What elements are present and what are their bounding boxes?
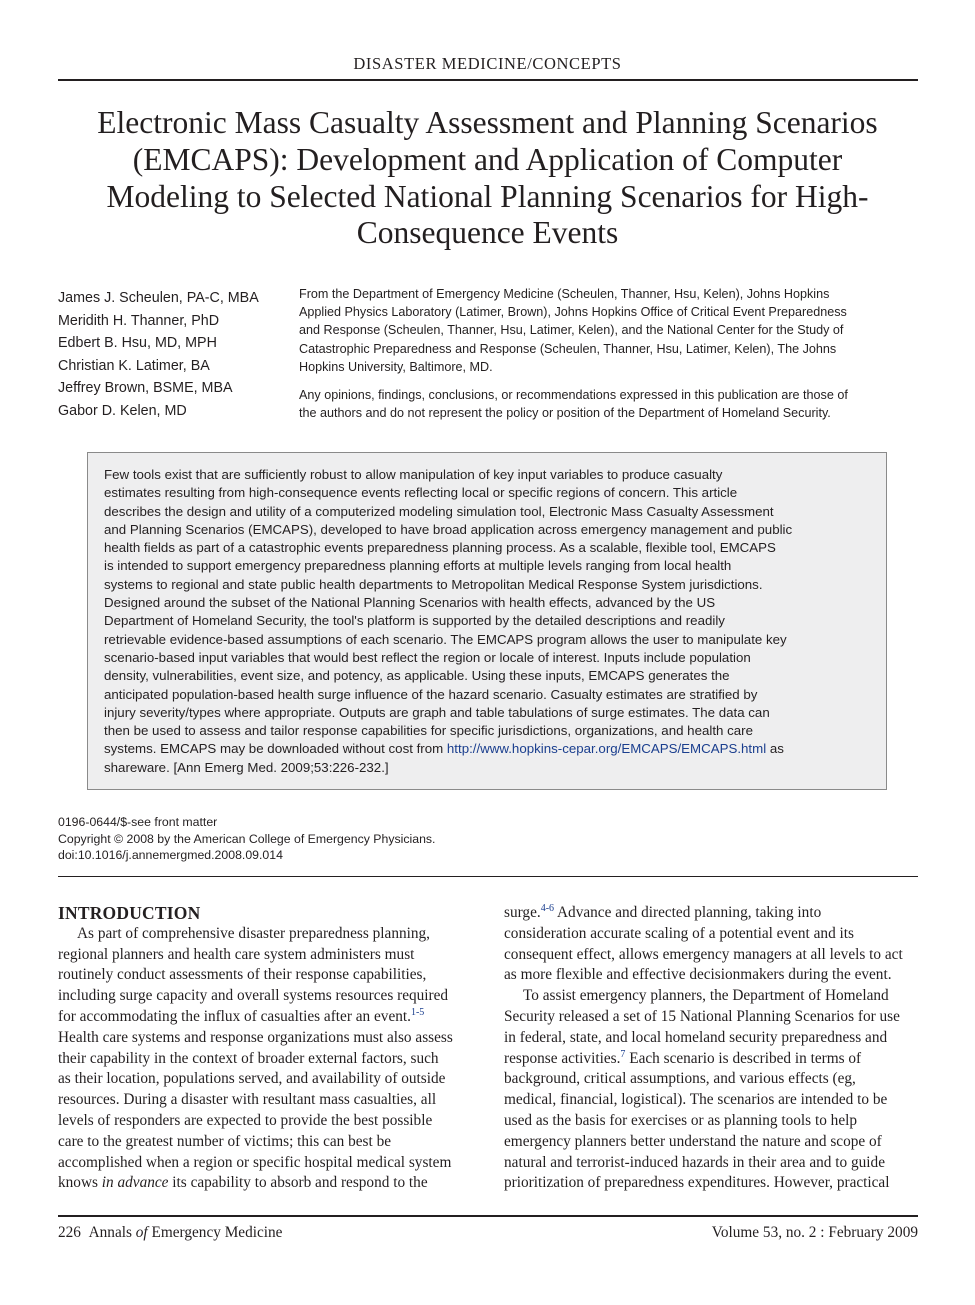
abstract-line: systems to regional and state public health departments to Metropolitan Medical Response System jurisdictions.	[104, 576, 763, 592]
copyright-line: Copyright © 2008 by the American College of Emergency Physicians.	[58, 831, 436, 846]
abstract-line: anticipated population-based health surge influence of the hazard scenario. Casualty estimates are stratified by	[104, 686, 758, 702]
body-line: medical, financial, logistical). The scenarios are intended to be	[504, 1091, 888, 1109]
disclaimer-line: Any opinions, findings, conclusions, or recommendations expressed in this publication are those of	[299, 388, 848, 403]
author: Christian K. Latimer, BA	[58, 357, 210, 374]
author-list	[58, 287, 259, 423]
top-divider	[58, 79, 918, 81]
right-column	[504, 903, 916, 1194]
body-line: emergency planners better understand the nature and scope of	[504, 1132, 882, 1150]
emphasis-text: in advance	[101, 1174, 169, 1192]
body-text: knows	[58, 1174, 102, 1192]
body-line	[58, 1173, 470, 1194]
abstract-line: injury severity/types where appropriate. Outputs are graph and table tabulations of surge estimates. The data can	[104, 704, 770, 720]
reference-link[interactable]: 4-6	[540, 903, 555, 914]
title-line: Modeling to Selected National Planning Scenarios for High-	[106, 178, 869, 214]
author: Meridith H. Thanner, PhD	[58, 312, 220, 329]
author: Jeffrey Brown, BSME, MBA	[58, 380, 233, 397]
abstract-line	[104, 740, 870, 758]
body-line: including surge capacity and overall systems resources required	[58, 987, 449, 1005]
abstract-line: Department of Homeland Security, the tool's platform is supported by the detailed descriptions and readily	[104, 613, 725, 629]
abstract-line: and Planning Scenarios (EMCAPS), developed to have broad application across emergency management and public	[104, 521, 793, 537]
abstract-line: describes the design and utility of a computerized modeling simulation tool, Electronic Mass Casualty Assessment	[104, 503, 774, 519]
body-text: surge.	[504, 904, 541, 921]
author: Gabor D. Kelen, MD	[58, 402, 187, 419]
body-line: routinely conduct assessments of their response capabilities,	[58, 966, 427, 984]
affiliation-line: Applied Physics Laboratory (Latimer, Brown), Johns Hopkins Office of Critical Event Preparedness	[299, 305, 847, 320]
journal-name-of: of	[135, 1224, 148, 1241]
title-line: (EMCAPS): Development and Application of Computer	[132, 141, 843, 177]
left-column	[58, 903, 470, 1194]
journal-name-prefix: Annals	[88, 1224, 136, 1241]
body-line: Security released a set of 15 National Planning Scenarios for use	[504, 1007, 900, 1025]
affiliation-line: and Response (Scheulen, Thanner, Hsu, Latimer, Kelen), and the National Center for the Study of	[299, 323, 844, 338]
copyright-block	[58, 814, 435, 864]
affiliation-line: From the Department of Emergency Medicine (Scheulen, Thanner, Hsu, Kelen), Johns Hopkins	[299, 287, 830, 301]
abstract-line: retrievable evidence-based assumptions of each scenario. The EMCAPS program allows the user to manipulate key	[104, 631, 787, 647]
body-line: Health care systems and response organizations must also assess	[58, 1028, 453, 1046]
disclaimer-line: the authors and do not represent the policy or position of the Department of Homeland Security.	[299, 406, 831, 421]
doi-line: doi:10.1016/j.annemergmed.2008.09.014	[58, 848, 283, 863]
body-line: resources. During a disaster with resultant mass casualties, all	[58, 1091, 437, 1109]
abstract-line: Few tools exist that are sufficiently robust to allow manipulation of key input variables to produce casualty	[104, 467, 723, 482]
abstract-line: Designed around the subset of the National Planning Scenarios with health effects, advanced by the US	[104, 595, 716, 611]
body-line: background, critical assumptions, and various effects (eg,	[504, 1070, 856, 1088]
body-line: their capability in the context of broader external factors, such	[58, 1049, 439, 1067]
affiliation-block	[299, 285, 924, 422]
emcaps-download-link[interactable]: http://www.hopkins-cepar.org/EMCAPS/EMCAPS.html	[446, 741, 767, 757]
body-line: care to the greatest number of victims; this can best be	[58, 1132, 392, 1150]
page-number: 226	[58, 1224, 81, 1241]
section-heading: INTRODUCTION	[58, 903, 201, 923]
reference-link[interactable]: 1-5	[410, 1006, 425, 1018]
body-line: To assist emergency planners, the Department of Homeland	[523, 987, 889, 1005]
body-line: levels of responders are expected to provide the best possible	[58, 1111, 433, 1129]
body-line: regional planners and health care system administers must	[58, 945, 415, 963]
body-line: as more flexible and effective decisionmakers during the event.	[504, 966, 892, 984]
body-text: Advance and directed planning, taking into	[554, 904, 822, 921]
body-line: prioritization of preparedness expenditures. However, practical	[504, 1174, 890, 1192]
abstract-line: then be used to assess and tailor response capabilities for specific jurisdictions, organizations, and health care	[104, 723, 753, 739]
body-line: used as the basis for exercises or as planning tools to help	[504, 1111, 858, 1129]
body-line: as their location, populations served, and availability of outside	[58, 1070, 446, 1088]
body-line: accomplished when a region or specific hospital medical system	[58, 1153, 452, 1171]
title-line: Electronic Mass Casualty Assessment and Planning Scenarios	[97, 105, 878, 140]
article-title	[75, 105, 900, 252]
abstract-line: density, vulnerabilities, event size, and potency, as applicable. Using these inputs, EMCAPS generates the	[104, 668, 730, 684]
abstract-line: health fields as part of a catastrophic events preparedness planning process. As a scalable, flexible tool, EMCAPS	[104, 540, 776, 556]
body-line	[504, 1049, 916, 1070]
abstract-line: estimates resulting from high-consequence events reflecting local or specific regions of concern. This article	[104, 485, 738, 501]
section-label: DISASTER MEDICINE/CONCEPTS	[353, 54, 622, 73]
affiliation-line: Hopkins University, Baltimore, MD.	[299, 359, 493, 374]
body-text: response activities.	[504, 1049, 621, 1067]
footer-divider	[58, 1215, 918, 1217]
body-text: for accommodating the influx of casualties after an event.	[58, 1007, 411, 1025]
footer-journal	[58, 1224, 282, 1242]
abstract-box	[87, 452, 887, 790]
author: James J. Scheulen, PA-C, MBA	[58, 290, 259, 306]
body-divider	[58, 876, 918, 877]
body-line	[504, 903, 916, 924]
body-text: its capability to absorb and respond to the	[168, 1174, 428, 1192]
footer-volume: Volume 53, no. 2 : February 2009	[711, 1224, 918, 1241]
body-line: consequent effect, allows emergency managers at all levels to act	[504, 945, 903, 963]
body-text: Each scenario is described in terms of	[625, 1049, 862, 1067]
affiliation-line: Catastrophic Preparedness and Response (Scheulen, Thanner, Hsu, Latimer, Kelen), The Johns	[299, 341, 837, 356]
body-line: in federal, state, and local homeland security preparedness and	[504, 1028, 888, 1046]
abstract-text: systems. EMCAPS may be downloaded without cost from	[104, 741, 447, 757]
body-line: natural and terrorist-induced hazards in their area and to guide	[504, 1153, 885, 1171]
body-line: As part of comprehensive disaster preparedness planning,	[77, 924, 430, 942]
title-line: Consequence Events	[356, 215, 619, 251]
body-line: consideration accurate scaling of a potential event and its	[504, 924, 854, 942]
journal-name-suffix: Emergency Medicine	[147, 1224, 283, 1241]
abstract-line: shareware. [Ann Emerg Med. 2009;53:226-232.]	[104, 759, 389, 775]
body-line	[58, 1007, 470, 1028]
abstract-text: as	[766, 741, 784, 757]
issn-line: 0196-0644/$-see front matter	[58, 815, 218, 829]
reference-link[interactable]: 7	[620, 1048, 626, 1060]
abstract-line: is intended to support emergency preparedness planning efforts at multiple levels ranging from local health	[104, 558, 732, 574]
author: Edbert B. Hsu, MD, MPH	[58, 335, 217, 352]
abstract-line: scenario-based input variables that would best reflect the region or locale of interest. Inputs include population	[104, 649, 751, 665]
